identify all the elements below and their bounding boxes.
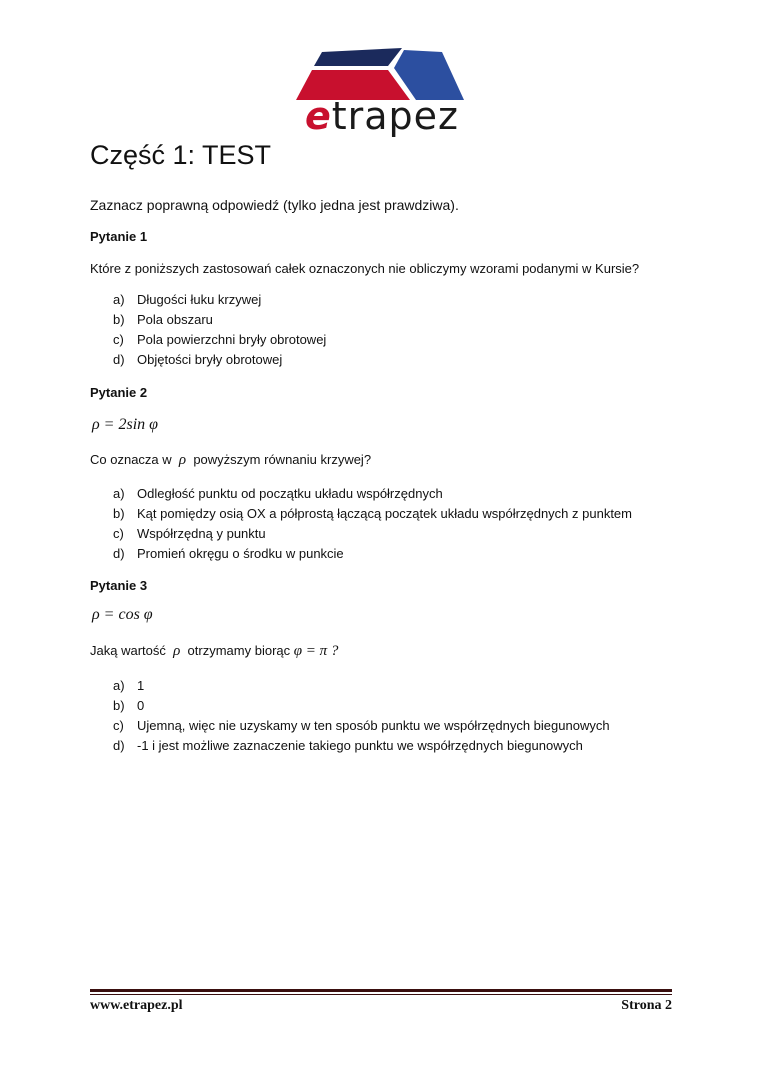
question-3-formula: ρ = cos φ: [92, 606, 153, 623]
question-3-title: Pytanie 3: [90, 578, 148, 593]
footer-rule: [90, 989, 672, 992]
answer-option: d) Promień okręgu o środku w punkcie: [113, 546, 344, 561]
answer-option: d) -1 i jest możliwe zaznaczenie takiego punktu we współrzędnych biegunowych: [113, 738, 583, 753]
answer-option: c) Ujemną, więc nie uzyskamy w ten sposób punktu we współrzędnych biegunowych: [113, 718, 610, 733]
answer-option: a) Odległość punktu od początku układu współrzędnych: [113, 486, 443, 501]
page-title: Część 1: TEST: [90, 140, 272, 170]
phi-equals-pi: φ = π ?: [293, 643, 339, 659]
answer-option: d) Objętości bryły obrotowej: [113, 352, 283, 367]
instructions: Zaznacz poprawną odpowiedź (tylko jedna jest prawdziwa).: [90, 197, 459, 213]
answer-option: b) 0: [113, 698, 145, 713]
answer-option: b) Pola obszaru: [113, 312, 213, 327]
question-3-answers: [113, 676, 610, 756]
answer-option: a) 1: [113, 678, 145, 693]
question-1-answers: [113, 290, 326, 370]
question-1-text: Które z poniższych zastosowań całek oznaczonych nie obliczymy wzorami podanymi w Kursie?: [90, 261, 640, 276]
answer-option: b) Kąt pomiędzy osią OX a półprostą łączącą początek układu współrzędnych z punktem: [113, 506, 632, 521]
footer-website-link[interactable]: www.etrapez.pl: [90, 998, 183, 1013]
footer-rule-thin: [90, 994, 672, 995]
logo-wordmark: etrapez: [304, 94, 460, 138]
answer-option: a) Długości łuku krzywej: [113, 292, 262, 307]
footer-page-number: Strona 2: [621, 998, 672, 1013]
answer-option: c) Współrzędną y punktu: [113, 526, 266, 541]
etrapez-logo: [292, 44, 472, 144]
question-2-title: Pytanie 2: [90, 385, 148, 400]
question-2-answers: [113, 484, 632, 564]
question-2-formula: ρ = 2sin φ: [92, 416, 158, 433]
rho-symbol: ρ: [178, 452, 187, 468]
rho-symbol: ρ: [173, 643, 181, 659]
question-2-text: Co oznacza w ρ powyższym równaniu krzywej?: [90, 452, 372, 468]
answer-option: c) Pola powierzchni bryły obrotowej: [113, 332, 327, 347]
question-1-title: Pytanie 1: [90, 229, 148, 244]
question-3-text: Jaką wartość ρ otrzymamy biorąc φ = π ?: [90, 643, 339, 659]
